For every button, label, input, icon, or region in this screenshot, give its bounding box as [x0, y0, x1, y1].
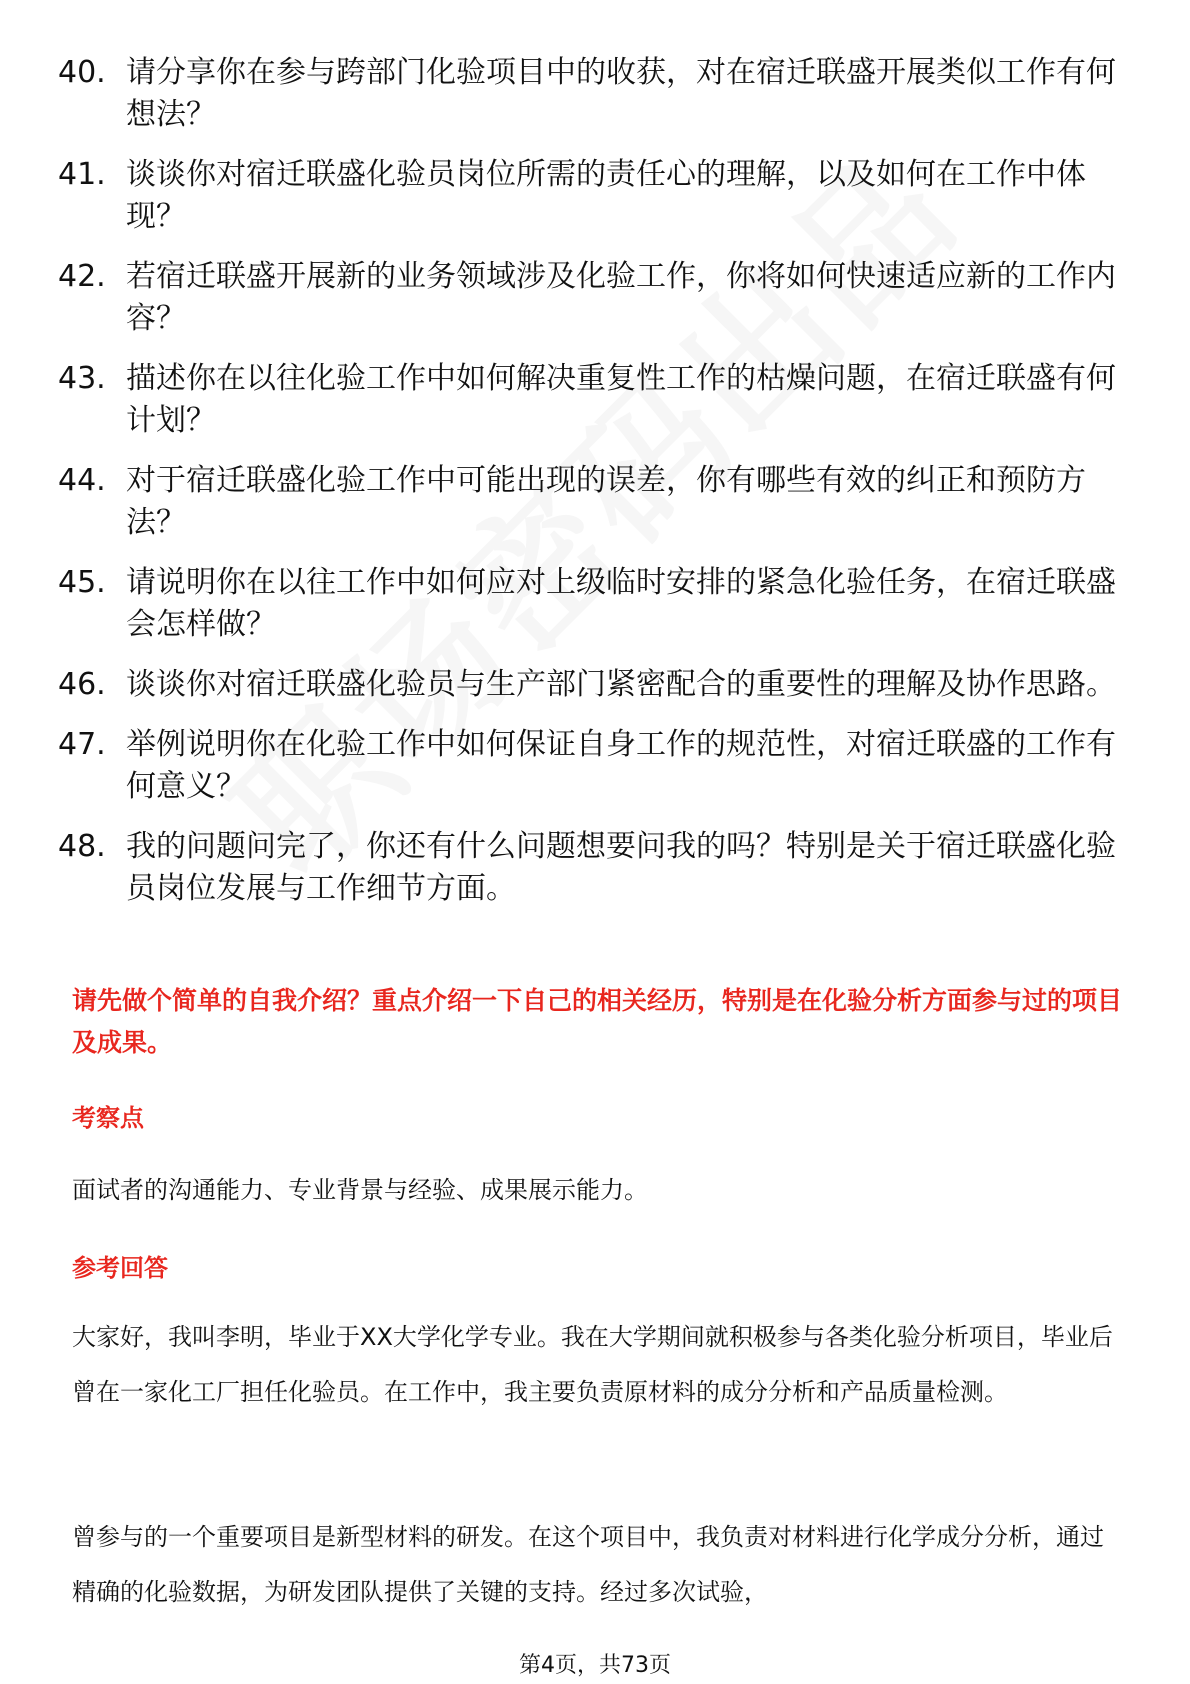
question-text: 描述你在以往化验工作中如何解决重复性工作的枯燥问题，在宿迁联盛有何计划？ — [126, 361, 1116, 438]
list-item — [58, 562, 1118, 646]
question-number: 45. — [58, 565, 106, 600]
question-text: 请说明你在以往工作中如何应对上级临时安排的紧急化验任务，在宿迁联盛会怎样做？ — [126, 565, 1116, 642]
list-item — [58, 154, 1118, 238]
question-number: 41. — [58, 157, 106, 192]
question-list — [58, 52, 1118, 928]
question-number: 46. — [58, 667, 106, 702]
list-item — [58, 664, 1118, 706]
question-text: 举例说明你在化验工作中如何保证自身工作的规范性，对宿迁联盛的工作有何意义？ — [126, 727, 1116, 804]
question-number: 47. — [58, 727, 106, 762]
answer-label: 参考回答 — [72, 1254, 168, 1282]
answer-paragraph: 大家好，我叫李明，毕业于XX大学化学专业。我在大学期间就积极参与各类化验分析项目，毕业后曾在一家化工厂担任化验员。在工作中，我主要负责原材料的成分分析和产品质量检测。 — [72, 1323, 1113, 1406]
question-number: 40. — [58, 55, 106, 90]
list-item — [58, 52, 1118, 136]
question-number: 43. — [58, 361, 106, 396]
list-item — [58, 460, 1118, 544]
list-item — [58, 256, 1118, 340]
question-number: 48. — [58, 829, 106, 864]
question-text: 谈谈你对宿迁联盛化验员与生产部门紧密配合的重要性的理解及协作思路。 — [126, 667, 1116, 702]
list-item — [58, 724, 1118, 808]
list-item — [58, 358, 1118, 442]
highlight-question: 请先做个简单的自我介绍？重点介绍一下自己的相关经历，特别是在化验分析方面参与过的项目及成果。 — [72, 986, 1123, 1057]
list-item — [58, 826, 1118, 910]
question-number: 44. — [58, 463, 106, 498]
question-text: 请分享你在参与跨部门化验项目中的收获，对在宿迁联盛开展类似工作有何想法？ — [126, 55, 1116, 132]
question-text: 我的问题问完了，你还有什么问题想要问我的吗？特别是关于宿迁联盛化验员岗位发展与工作细节方面。 — [126, 829, 1116, 906]
focus-label: 考察点 — [72, 1104, 144, 1132]
question-text: 若宿迁联盛开展新的业务领域涉及化验工作，你将如何快速适应新的工作内容？ — [126, 259, 1116, 336]
question-number: 42. — [58, 259, 106, 294]
question-text: 对于宿迁联盛化验工作中可能出现的误差，你有哪些有效的纠正和预防方法？ — [126, 463, 1086, 540]
page-footer: 第4页，共73页 — [519, 1653, 671, 1678]
focus-text: 面试者的沟通能力、专业背景与经验、成果展示能力。 — [72, 1176, 648, 1204]
answer-paragraph: 曾参与的一个重要项目是新型材料的研发。在这个项目中，我负责对材料进行化学成分分析，通过精确的化验数据，为研发团队提供了关键的支持。经过多次试验， — [72, 1523, 1104, 1606]
question-text: 谈谈你对宿迁联盛化验员岗位所需的责任心的理解，以及如何在工作中体现？ — [126, 157, 1086, 234]
